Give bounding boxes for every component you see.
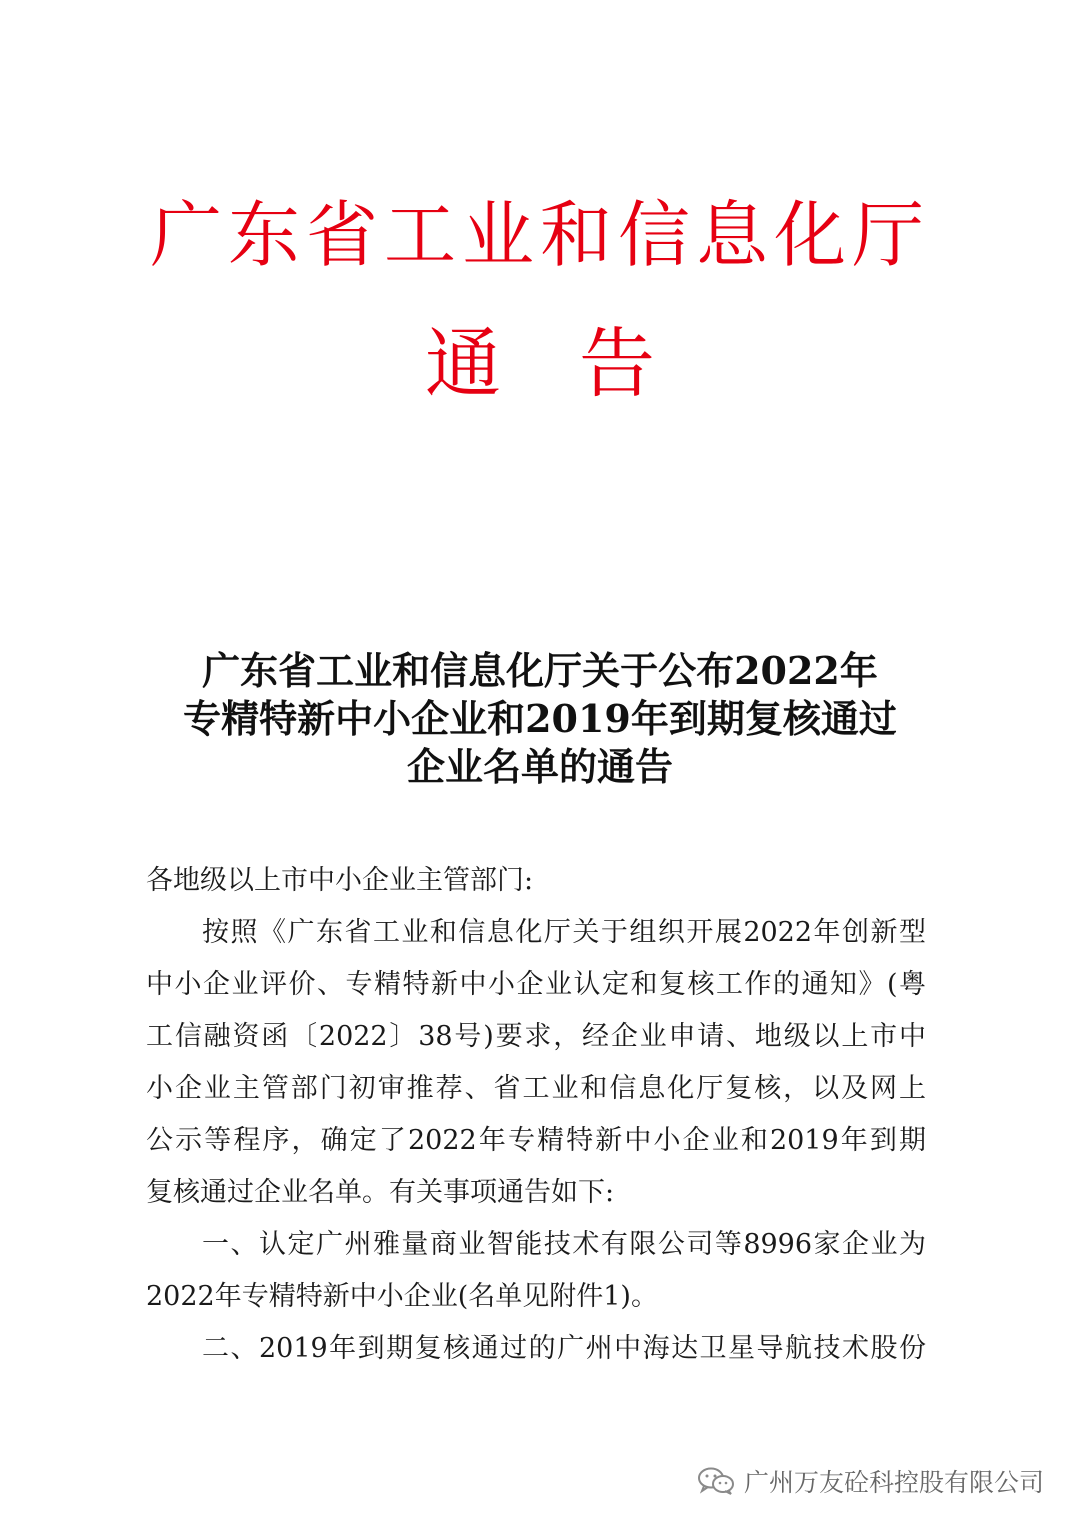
body-line-7: 一、认定广州雅量商业智能技术有限公司等8996家企业为: [202, 1229, 926, 1260]
body-line-2: 中小企业评价、专精特新中小企业认定和复核工作的通知》(粤: [146, 969, 926, 1000]
wechat-watermark: [696, 1461, 1044, 1501]
salutation: 各地级以上市中小企业主管部门:: [146, 865, 534, 896]
wechat-icon: [696, 1466, 736, 1496]
body-line-8: 2022年专精特新中小企业(名单见附件1)。: [146, 1281, 658, 1312]
title-line-1: 广东省工业和信息化厅关于公布2022年: [202, 648, 878, 693]
body-line-5: 公示等程序，确定了2022年专精特新中小企业和2019年到期: [146, 1125, 926, 1156]
masthead-document-type: [0, 319, 1080, 408]
watermark-text: 广州万友砼科控股有限公司: [743, 1468, 1044, 1497]
body-line-1: 按照《广东省工业和信息化厅关于组织开展2022年创新型: [202, 917, 926, 948]
body-line-6: 复核通过企业名单。有关事项通告如下:: [146, 1177, 615, 1208]
masthead-type-char-2: 告: [579, 319, 655, 408]
title-line-3: 企业名单的通告: [406, 744, 673, 789]
document-title: [0, 647, 1080, 791]
body-line-9: 二、2019年到期复核通过的广州中海达卫星导航技术股份: [202, 1333, 926, 1364]
masthead-type-char-1: 通: [425, 319, 501, 408]
masthead-organization: 广东省工业和信息化厅: [149, 193, 930, 277]
body-line-4: 小企业主管部门初审推荐、省工业和信息化厅复核，以及网上: [146, 1073, 926, 1104]
body-line-3: 工信融资函〔2022〕38号)要求，经企业申请、地级以上市中: [146, 1021, 926, 1052]
title-line-2: 专精特新中小企业和2019年到期复核通过: [183, 696, 897, 741]
